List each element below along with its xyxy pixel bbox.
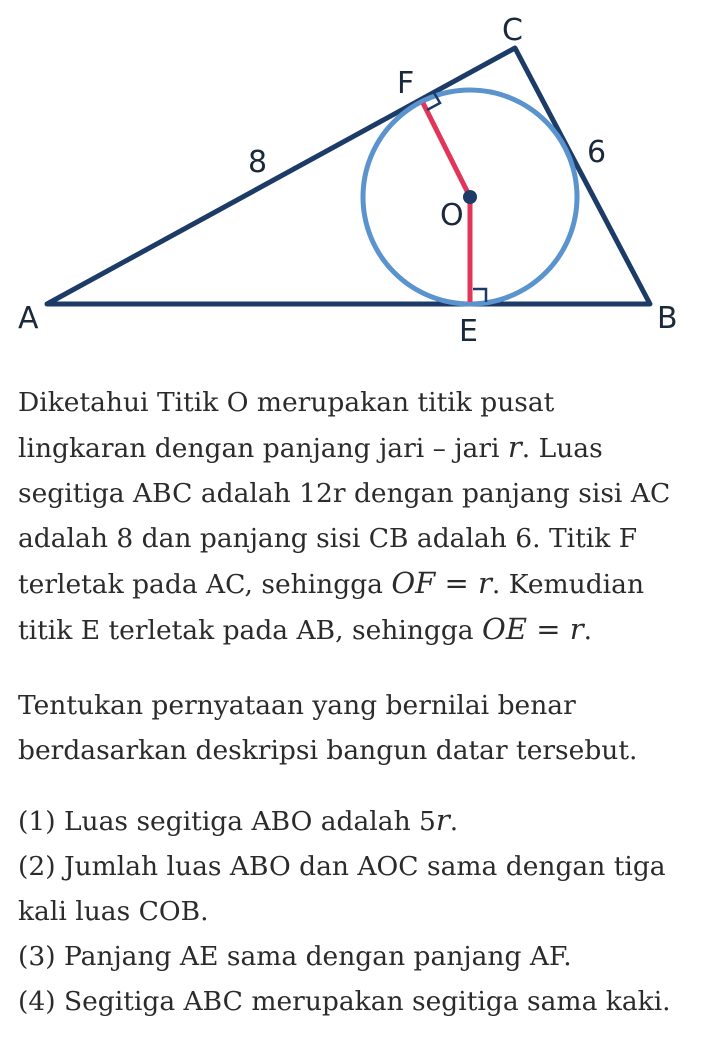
option-1 bbox=[18, 798, 688, 844]
description-paragraph bbox=[18, 380, 688, 653]
right-angle-marker-e bbox=[473, 289, 486, 302]
description-line-5 bbox=[18, 561, 688, 607]
option-2-cont: kali luas COB. bbox=[18, 896, 209, 927]
triangle-incircle-diagram bbox=[0, 0, 701, 360]
description-line-6 bbox=[18, 607, 688, 653]
option-1-end: . bbox=[449, 806, 459, 837]
radius-of bbox=[423, 103, 470, 197]
description-line-6-text: titik E terletak pada AB, sehingga bbox=[18, 615, 483, 646]
math-of-equals-r: OF = r bbox=[391, 566, 492, 600]
description-line-2 bbox=[18, 425, 688, 471]
center-point-o bbox=[463, 190, 477, 204]
label-point-b: B bbox=[657, 301, 678, 336]
question-line-1: Tentukan pernyataan yang bernilai benar bbox=[18, 690, 576, 721]
description-line-1: Diketahui Titik O merupakan titik pusat bbox=[18, 387, 555, 418]
option-1-text: (1) Luas segitiga ABO adalah 5 bbox=[18, 806, 436, 837]
option-3: (3) Panjang AE sama dengan panjang AF. bbox=[18, 941, 572, 972]
problem-text bbox=[18, 380, 688, 1024]
math-r: r bbox=[507, 430, 522, 464]
description-line-6-end: . bbox=[583, 615, 593, 646]
description-line-2-end: . Luas bbox=[521, 433, 603, 464]
description-line-4: adalah 8 dan panjang sisi CB adalah 6. Titik F bbox=[18, 523, 638, 554]
question-line-2: berdasarkan deskripsi bangun datar tersebut. bbox=[18, 735, 638, 766]
label-point-f: F bbox=[397, 66, 415, 101]
description-line-5-end: . Kemudian bbox=[491, 569, 645, 600]
label-side-ac: 8 bbox=[248, 145, 268, 180]
triangle-abc bbox=[47, 48, 650, 304]
description-line-2-text: lingkaran dengan panjang jari – jari bbox=[18, 433, 508, 464]
label-point-e: E bbox=[459, 314, 478, 349]
label-side-cb: 6 bbox=[587, 135, 607, 170]
description-line-3: segitiga ABC adalah 12r dengan panjang sisi AC bbox=[18, 478, 671, 509]
option-2: (2) Jumlah luas ABO dan AOC sama dengan tiga bbox=[18, 851, 666, 882]
math-r: r bbox=[435, 803, 450, 837]
math-oe-equals-r: OE = r bbox=[482, 612, 584, 646]
label-point-c: C bbox=[502, 13, 523, 48]
description-line-5-text: terletak pada AC, sehingga bbox=[18, 569, 392, 600]
label-point-o: O bbox=[440, 198, 464, 233]
label-point-a: A bbox=[18, 301, 39, 336]
option-4: (4) Segitiga ABC merupakan segitiga sama kaki. bbox=[18, 986, 671, 1017]
options-list bbox=[18, 798, 688, 1024]
question-paragraph bbox=[18, 683, 688, 773]
